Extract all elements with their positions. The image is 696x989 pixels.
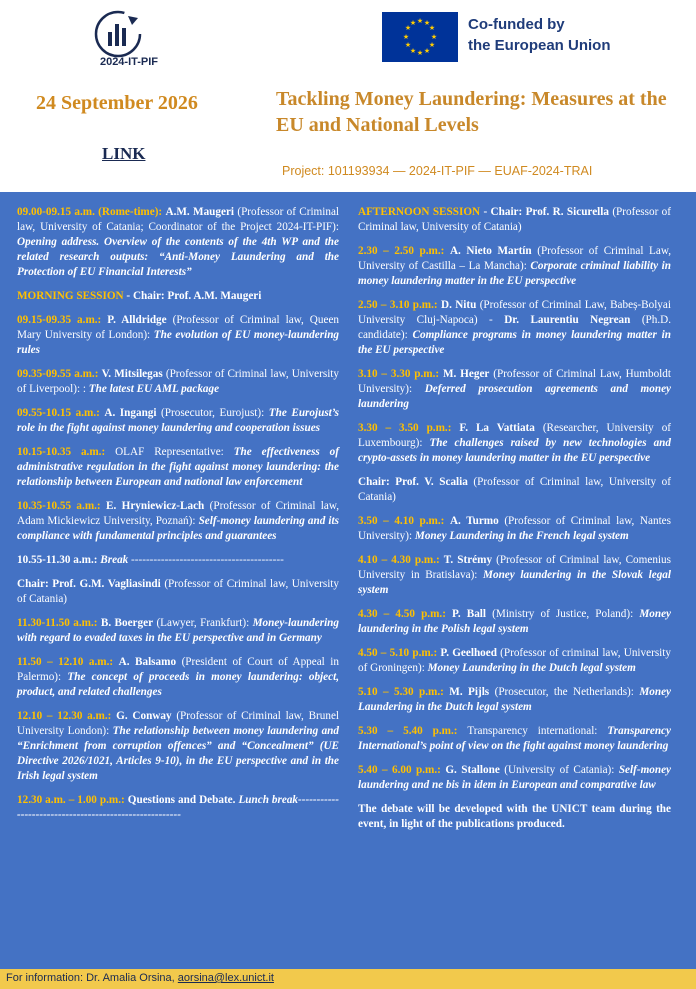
project-logo-label: 2024-IT-PIF	[99, 56, 159, 68]
svg-text:★: ★	[428, 24, 436, 32]
chair-line: Chair: Prof. G.M. Vagliasindi (Professor of Criminal law, University of Catania)	[17, 578, 340, 605]
agenda-item: 5.10 – 5.30 p.m.: M. Pijls (Prosecutor, the Netherlands): Money Laundering in the Dutch legal system	[358, 686, 672, 713]
agenda-item: 4.50 – 5.10 p.m.: P. Geelhoed (Professor of criminal law, University of Groningen): Money Laundering in the Dutch legal system	[358, 647, 671, 674]
project-id: Project: 101193934 — 2024-IT-PIF — EUAF-2024-TRAI	[282, 164, 593, 178]
eu-cofunded-label	[468, 14, 611, 56]
chair-line: Chair: Prof. V. Scalia (Professor of Criminal law, University of Catania)	[358, 476, 671, 503]
event-date: 24 September 2026	[36, 92, 198, 114]
agenda-item: 3.10 – 3.30 p.m.: M. Heger (Professor of Criminal Law, Humboldt University): Deferred prosecution agreements and money laundering	[358, 368, 672, 410]
svg-text:★: ★	[430, 33, 438, 41]
eu-line-2: the European Union	[468, 37, 611, 54]
agenda-item: 4.10 – 4.30 p.m.: T. Strémy (Professor of Criminal law, Comenius University in Bratislava): Money laundering in the Slovak legal system	[358, 554, 671, 596]
svg-text:★: ★	[416, 49, 424, 57]
svg-text:★: ★	[423, 19, 431, 27]
header	[0, 0, 696, 192]
contact-email-link[interactable]: aorsina@lex.unict.it	[177, 972, 274, 984]
svg-text:★: ★	[423, 47, 431, 55]
left-column	[17, 205, 339, 832]
agenda-item: 12.10 – 12.30 a.m.: G. Conway (Professor of Criminal law, Brunel University London): The relationship between money laundering and “Enrichment from corruption offences” and “Concealment” (UE Directive 2026/1021, Articles 9-10), in the EU perspective and in the Irish legal system	[17, 710, 340, 782]
agenda-item: 09.35-09.55 a.m.: V. Mitsilegas (Professor of Criminal law, University of Liverpool): : The latest EU AML package	[17, 368, 339, 395]
break-item: 10.55-11.30 a.m.: Break -----------------------------------------	[17, 554, 284, 566]
agenda-item: 2.50 – 3.10 p.m.: D. Nitu (Professor of Criminal Law, Babeș-Bolyai University Cluj-Napoca) - Dr. Laurentiu Negrean (Ph.D. candidate): Compliance programs in money laundering matter in the EU perspective	[358, 299, 672, 356]
svg-text:★: ★	[416, 17, 424, 25]
event-title: Tackling Money Laundering: Measures at the EU and National Levels	[276, 88, 667, 136]
event-link[interactable]: LINK	[102, 144, 146, 163]
agenda-item: 3.50 – 4.10 p.m.: A. Turmo (Professor of Criminal law, Nantes University): Money Laundering in the French legal system	[358, 515, 671, 542]
agenda-item: 10.15-10.35 a.m.: OLAF Representative: The effectiveness of administrative regulation in the fight against money laundering: the relationship between European and national law enforcement	[17, 446, 339, 488]
agenda-item: 11.50 – 12.10 a.m.: A. Balsamo (President of Court of Appeal in Palermo): The concept of proceeds in money laundering: object, product, and related challenges	[17, 656, 340, 698]
session-heading: AFTERNOON SESSION - Chair: Prof. R. Sicurella (Professor of Criminal law, University of Catania)	[358, 206, 671, 233]
svg-text:★: ★	[404, 41, 412, 49]
svg-text:★: ★	[428, 41, 436, 49]
svg-text:★: ★	[409, 47, 417, 55]
agenda-item: 5.30 – 5.40 p.m.: Transparency international: Transparency International’s point of view on the fight against money laundering	[358, 725, 671, 752]
session-heading: MORNING SESSION - Chair: Prof. A.M. Maugeri	[17, 290, 262, 302]
footer-info	[6, 972, 274, 984]
right-column	[358, 205, 671, 841]
footer-label: For information: Dr. Amalia Orsina,	[6, 972, 175, 984]
closing-note: The debate will be developed with the UNICT team during the event, in light of the publications produced.	[358, 803, 671, 830]
agenda-item: 11.30-11.50 a.m.: B. Boerger (Lawyer, Frankfurt): Money-laundering with regard to evaded taxes in the EU perspective and in Germany	[17, 617, 339, 644]
svg-text:★: ★	[404, 24, 412, 32]
agenda-item: 09.00-09.15 a.m. (Rome-time): A.M. Maugeri (Professor of Criminal law, University of Catania; Coordinator of the Project 2024-IT-PIF): Opening address. Overview of the contents of the 4th WP and the related research outputs: “Anti-Money Laundering and the Protection of EU Financial Interests”	[17, 206, 340, 278]
footer-bar	[0, 969, 696, 989]
agenda-item: 3.30 – 3.50 p.m.: F. La Vattiata (Researcher, University of Luxembourg): The challenges raised by new technologies and crypto-assets in money laundering matter in the EU perspective	[358, 422, 672, 464]
agenda-item: 12.30 a.m. – 1.00 p.m.: Questions and Debate. Lunch break-------------------------------------------------------	[17, 794, 340, 821]
eu-line-1: Co-funded by	[468, 16, 565, 33]
agenda-item: 09.55-10.15 a.m.: A. Ingangi (Prosecutor, Eurojust): The Eurojust’s role in the fight against money laundering and cooperation issues	[17, 407, 340, 434]
svg-text:★: ★	[402, 33, 410, 41]
agenda-item: 5.40 – 6.00 p.m.: G. Stallone (University of Catania): Self-money laundering and ne bis in idem in European and comparative law	[358, 764, 672, 791]
agenda-item: 2.30 – 2.50 p.m.: A. Nieto Martín (Professor of Criminal Law, University of Castilla – La Mancha): Corporate criminal liability in money laundering matter in the EU perspective	[358, 245, 672, 287]
agenda-item: 09.15-09.35 a.m.: P. Alldridge (Professor of Criminal law, Queen Mary University of London): The evolution of EU money-laundering rules	[17, 314, 340, 356]
eu-flag-icon	[382, 12, 458, 62]
agenda-item: 10.35-10.55 a.m.: E. Hryniewicz-Lach (Professor of Criminal law, Adam Mickiewicz University, Poznań): Self-money laundering and its compliance with fundamental principles and guarantees	[17, 500, 339, 542]
svg-text:★: ★	[409, 19, 417, 27]
agenda-item: 4.30 – 4.50 p.m.: P. Ball (Ministry of Justice, Poland): Money laundering in the Polish legal system	[358, 608, 672, 635]
